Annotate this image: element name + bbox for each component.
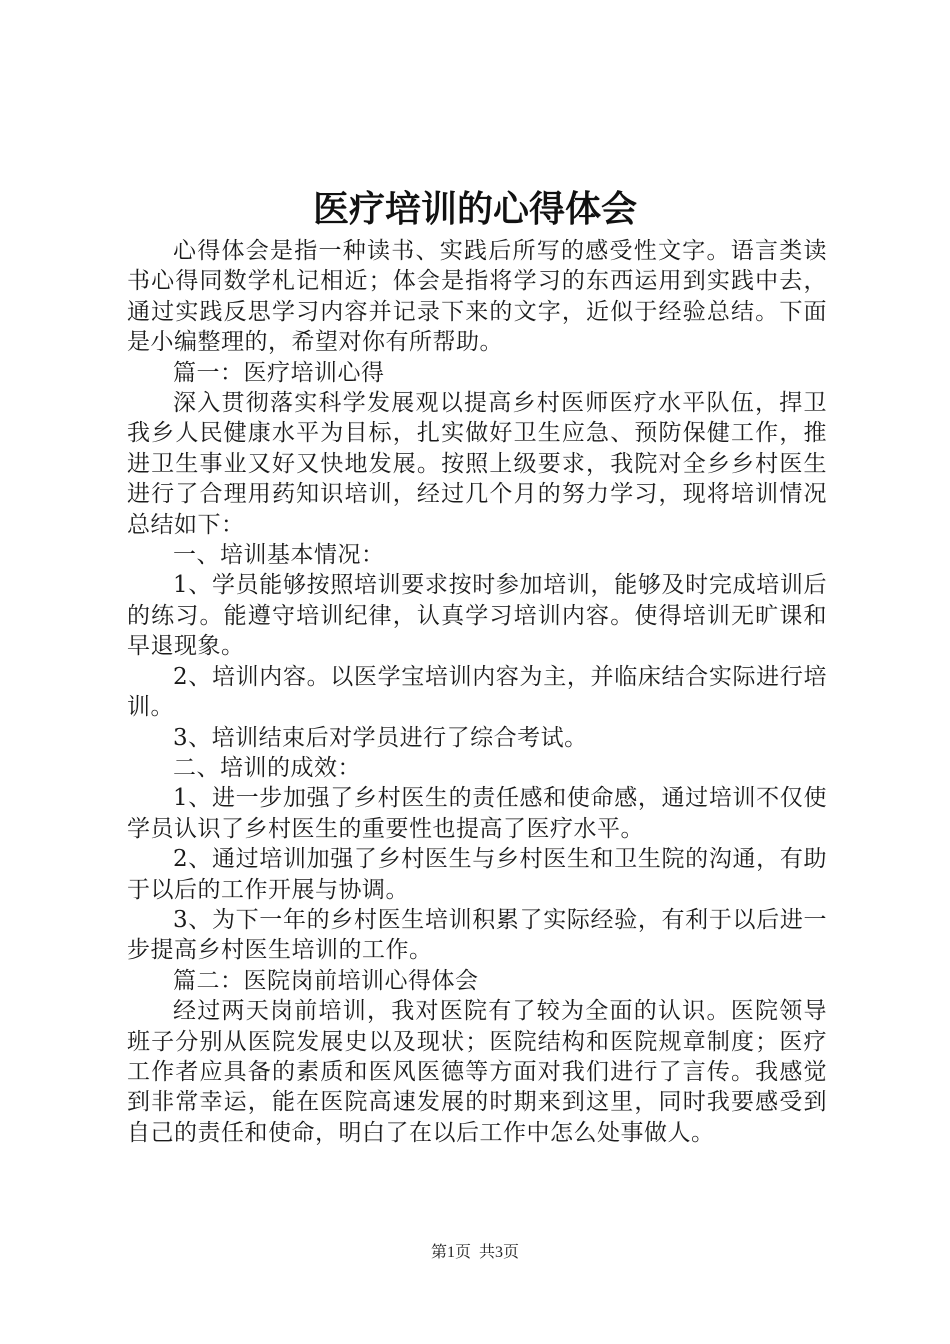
document-body bbox=[127, 236, 827, 1148]
page-number-footer: 第1页 共3页 bbox=[430, 1244, 519, 1261]
page-title: 医疗培训的心得体会 bbox=[312, 188, 637, 230]
section-heading-part-one: 篇一：医疗培训心得 bbox=[173, 359, 385, 386]
section-heading-part-two: 篇二：医院岗前培训心得体会 bbox=[173, 967, 479, 994]
list-item-paragraph: 1、学员能够按照培训要求按时参加培训，能够及时完成培训后的练习。能遵守培训纪律，认真学习培训内容。使得培训无旷课和早退现象。 bbox=[127, 572, 827, 660]
list-item-paragraph: 3、培训结束后对学员进行了综合考试。 bbox=[173, 724, 588, 751]
list-item-paragraph: 2、通过培训加强了乡村医生与乡村医生和卫生院的沟通，有助于以后的工作开展与协调。 bbox=[127, 846, 827, 903]
subheading-results: 二、培训的成效： bbox=[173, 754, 361, 781]
subheading-basic-situation: 一、培训基本情况： bbox=[173, 542, 385, 569]
body-paragraph: 深入贯彻落实科学发展观以提高乡村医师医疗水平队伍，捍卫我乡人民健康水平为目标，扎实做好卫生应急、预防保健工作，推进卫生事业又好又快地发展。按照上级要求，我院对全乡乡村医生进行了合理用药知识培训，经过几个月的努力学习，现将培训情况总结如下： bbox=[127, 390, 827, 538]
body-paragraph: 经过两天岗前培训，我对医院有了较为全面的认识。医院领导班子分别从医院发展史以及现状；医院结构和医院规章制度；医疗工作者应具备的素质和医风医德等方面对我们进行了言传。我感觉到非常幸运，能在医院高速发展的时期来到这里，同时我要感受到自己的责任和使命，明白了在以后工作中怎么处事做人。 bbox=[127, 998, 827, 1146]
list-item-paragraph: 1、进一步加强了乡村医生的责任感和使命感，通过培训不仅使学员认识了乡村医生的重要性也提高了医疗水平。 bbox=[127, 785, 827, 842]
list-item-paragraph: 3、为下一年的乡村医生培训积累了实际经验，有利于以后进一步提高乡村医生培训的工作。 bbox=[127, 906, 827, 964]
list-item-paragraph: 2、培训内容。以医学宝培训内容为主，并临床结合实际进行培训。 bbox=[127, 663, 827, 721]
intro-paragraph: 心得体会是指一种读书、实践后所写的感受性文字。语言类读书心得同数学札记相近；体会是指将学习的东西运用到实践中去，通过实践反思学习内容并记录下来的文字，近似于经验总结。下面是小编整理的，希望对你有所帮助。 bbox=[127, 238, 827, 356]
